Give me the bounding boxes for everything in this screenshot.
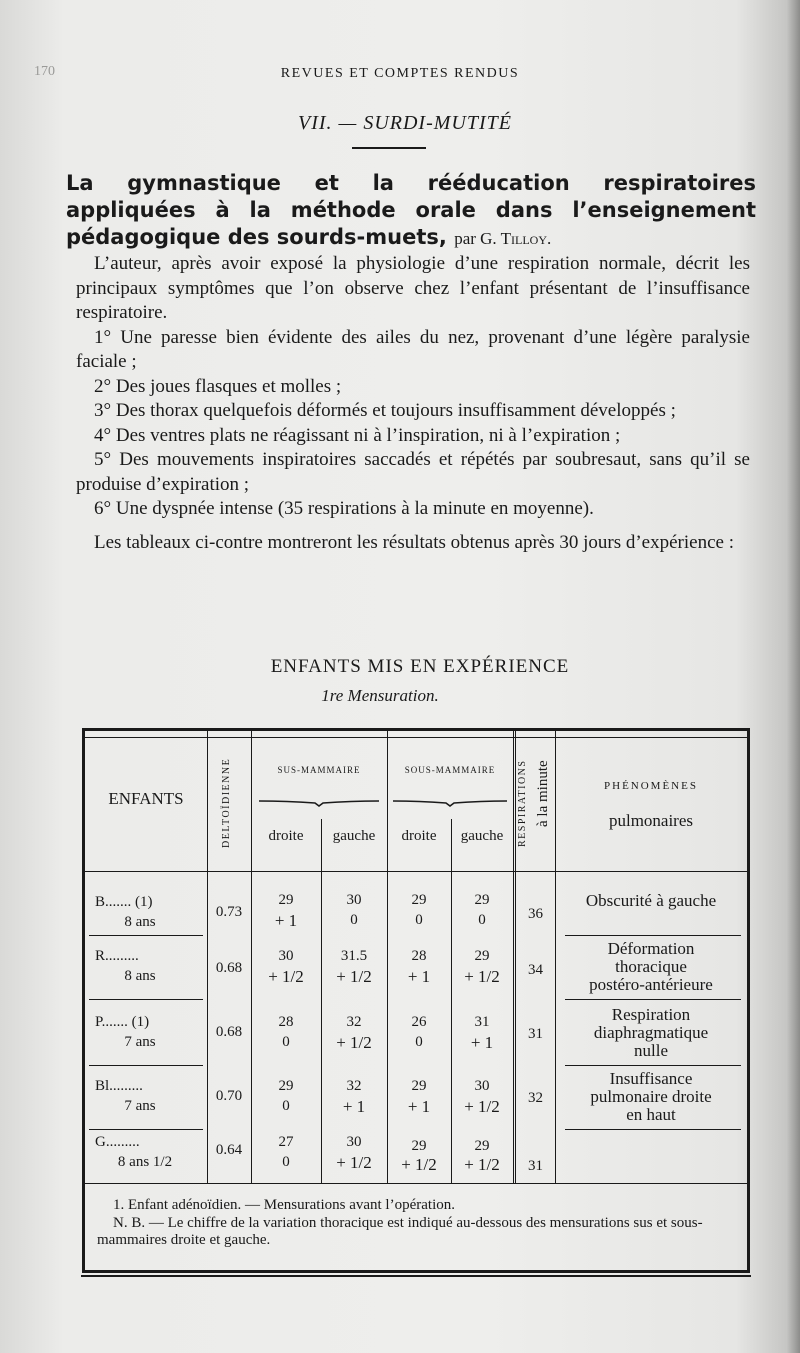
- header-sus-droite: droite: [268, 828, 304, 844]
- row-3-sous-g-var: + 1/2: [464, 1097, 500, 1116]
- row-4-sous-d-var: + 1/2: [401, 1155, 437, 1174]
- row-0-sous-d-var: 0: [415, 912, 423, 928]
- row-3-delto: 0.70: [215, 1088, 243, 1104]
- row-3-sous-d-var: + 1: [407, 1097, 431, 1116]
- paragraph-symptom-4: 4° Des ventres plats ne réagissant ni à l’inspiration, ni à l’expiration ;: [94, 424, 621, 446]
- row-1-phen-1: thoracique: [615, 957, 687, 976]
- row-rule: [89, 935, 203, 936]
- row-2-sus-d-var: 0: [282, 1034, 290, 1050]
- row-3-phen-2: en haut: [626, 1105, 676, 1124]
- page-number: 170: [34, 64, 55, 79]
- row-3-phen-0: Insuffisance: [609, 1069, 693, 1088]
- row-rule: [565, 999, 741, 1000]
- row-3-sus-g-var: + 1: [342, 1097, 366, 1116]
- row-3-resp: 32: [528, 1090, 543, 1106]
- row-4-name: G.........: [95, 1134, 140, 1150]
- article-body: [76, 252, 750, 555]
- row-0-delto: 0.73: [215, 904, 243, 920]
- row-rule: [89, 1065, 203, 1066]
- row-1-resp: 34: [528, 962, 543, 978]
- row-rule: [89, 999, 203, 1000]
- row-3-phen-1: pulmonaire droite: [590, 1087, 712, 1106]
- col-divider: [321, 819, 322, 1183]
- header-top-rule: [85, 737, 747, 738]
- row-2-sus-d: 28: [278, 1014, 294, 1030]
- table-bottom-rule: [85, 1183, 747, 1184]
- row-4-age: 8 ans 1/2: [117, 1154, 173, 1170]
- row-0-sus-g-var: 0: [350, 912, 358, 928]
- running-head: REVUES ET COMPTES RENDUS: [280, 66, 520, 81]
- row-4-sous-g: 29: [474, 1138, 490, 1154]
- footnote-1: 1. Enfant adénoïdien. — Mensurations avant l’opération.: [113, 1197, 455, 1213]
- row-2-sous-d-var: 0: [415, 1034, 423, 1050]
- col-divider: [451, 819, 452, 1183]
- row-rule: [565, 1065, 741, 1066]
- row-1-sus-d-var: + 1/2: [268, 967, 304, 986]
- row-4-sus-g-var: + 1/2: [336, 1153, 372, 1172]
- row-1-age: 8 ans: [124, 968, 156, 984]
- row-4-resp: 31: [528, 1158, 543, 1174]
- header-bottom-rule: [85, 871, 747, 872]
- col-divider: [513, 731, 516, 1183]
- header-a-la-minute: à la minute: [535, 760, 551, 828]
- row-rule: [565, 935, 741, 936]
- row-0-age: 8 ans: [124, 914, 156, 930]
- row-1-sus-g-var: + 1/2: [336, 967, 372, 986]
- section-title: VII. — SURDI-MUTITÉ: [298, 112, 512, 134]
- paragraph-symptom-5: 5° Des mouvements inspiratoires saccadés et répétés par soubresaut, sans qu’il se produise d’expiration ;: [76, 449, 750, 495]
- row-2-name: P....... (1): [95, 1014, 150, 1030]
- header-phenomenes: PHÉNOMÈNES: [604, 780, 698, 792]
- brace-sus-mammaire: [257, 799, 381, 807]
- paragraph-tables-intro: Les tableaux ci-contre montreront les résultats obtenus après 30 jours d’expérience :: [94, 531, 734, 553]
- paragraph-symptom-3: 3° Des thorax quelquefois déformés et toujours insuffisamment développés ;: [94, 400, 676, 421]
- row-1-sous-d: 28: [411, 948, 427, 964]
- row-1-sous-g-var: + 1/2: [464, 967, 500, 986]
- header-respirations: RESPIRATIONS: [517, 759, 528, 847]
- paragraph-intro: L’auteur, après avoir exposé la physiologie d’une respiration normale, décrit les principaux symptômes que l’on observe chez l’enfant présentant de l’insuffisance respiratoire.: [76, 253, 750, 323]
- table-subtitle: 1re Mensuration.: [321, 686, 439, 705]
- row-rule: [565, 1129, 741, 1130]
- row-0-name: B....... (1): [95, 894, 153, 910]
- row-1-sus-d: 30: [278, 948, 294, 964]
- row-2-age: 7 ans: [124, 1034, 156, 1050]
- table-title: ENFANTS MIS EN EXPÉRIENCE: [270, 656, 570, 677]
- header-deltoidienne: DELTOÏDIENNE: [221, 757, 232, 849]
- row-2-resp: 31: [528, 1026, 543, 1042]
- row-1-name: R.........: [95, 948, 139, 964]
- paragraph-symptom-1: 1° Une paresse bien évidente des ailes du nez, provenant d’une légère paralysie faciale ;: [76, 326, 750, 372]
- row-2-sous-g: 31: [474, 1014, 490, 1030]
- article-title-text: La gymnastique et la rééducation respiratoires appliquées à la méthode orale dans l’enseignement pédagogique des sourds-muets,: [66, 171, 756, 249]
- row-4-sus-d-var: 0: [282, 1154, 290, 1170]
- row-0-sous-d: 29: [411, 892, 427, 908]
- row-0-sus-d-var: + 1: [274, 911, 298, 930]
- row-1-phen-0: Déformation: [607, 939, 695, 958]
- row-4-sous-g-var: + 1/2: [464, 1155, 500, 1174]
- row-0-sous-g-var: 0: [478, 912, 486, 928]
- paragraph-symptom-2: 2° Des joues flasques et molles ;: [94, 375, 342, 397]
- header-sus-gauche: gauche: [332, 828, 376, 844]
- article-title: [66, 170, 756, 252]
- header-sous-gauche: gauche: [460, 828, 504, 844]
- row-3-sus-g: 32: [346, 1078, 362, 1094]
- row-4-delto: 0.64: [215, 1142, 243, 1158]
- row-4-sus-g: 30: [346, 1134, 362, 1150]
- row-4-sous-d: 29: [411, 1138, 427, 1154]
- row-3-sus-d: 29: [278, 1078, 294, 1094]
- header-sus-mammaire: SUS-MAMMAIRE: [277, 765, 361, 775]
- row-2-phen-1: diaphragmatique: [593, 1023, 709, 1042]
- row-2-delto: 0.68: [215, 1024, 243, 1040]
- row-rule: [89, 1129, 203, 1130]
- title-rule: [352, 147, 426, 149]
- row-3-sus-d-var: 0: [282, 1098, 290, 1114]
- row-3-name: Bl.........: [95, 1078, 143, 1094]
- row-0-resp: 36: [528, 906, 543, 922]
- row-1-sus-g: 31.5: [340, 948, 368, 964]
- row-4-sus-d: 27: [278, 1134, 294, 1150]
- row-2-phen-2: nulle: [634, 1041, 668, 1060]
- row-2-phen-0: Respiration: [611, 1005, 691, 1024]
- row-3-sous-d: 29: [411, 1078, 427, 1094]
- brace-sous-mammaire: [391, 799, 509, 807]
- footnote-nb: N. B. — Le chiffre de la variation thoracique est indiqué au-dessous des mensurations sus et sous-mammaires droite et gauche.: [97, 1215, 703, 1248]
- header-enfants: ENFANTS: [108, 789, 184, 808]
- header-sous-mammaire: SOUS-MAMMAIRE: [404, 765, 496, 775]
- header-sous-droite: droite: [401, 828, 437, 844]
- row-1-delto: 0.68: [215, 960, 243, 976]
- byline-by: par: [454, 229, 476, 248]
- article-byline: [454, 229, 551, 248]
- article-author: G. Tilloy.: [480, 229, 552, 248]
- row-0-sous-g: 29: [474, 892, 490, 908]
- row-2-sous-g-var: + 1: [470, 1033, 494, 1052]
- paragraph-symptom-6: 6° Une dyspnée intense (35 respirations à la minute en moyenne).: [94, 498, 594, 519]
- measurement-table: [82, 728, 750, 1273]
- row-0-sus-d: 29: [278, 892, 294, 908]
- row-2-sus-g: 32: [346, 1014, 362, 1030]
- row-3-age: 7 ans: [124, 1098, 156, 1114]
- row-0-phen-0: Obscurité à gauche: [585, 891, 717, 910]
- row-0-sus-g: 30: [346, 892, 362, 908]
- row-3-sous-g: 30: [474, 1078, 490, 1094]
- row-1-sous-d-var: + 1: [407, 967, 431, 986]
- row-2-sous-d: 26: [411, 1014, 427, 1030]
- col-divider: [207, 731, 208, 1183]
- header-pulmonaires: pulmonaires: [608, 811, 694, 830]
- row-1-sous-g: 29: [474, 948, 490, 964]
- row-1-phen-2: postéro-antérieure: [589, 975, 713, 994]
- row-2-sus-g-var: + 1/2: [336, 1033, 372, 1052]
